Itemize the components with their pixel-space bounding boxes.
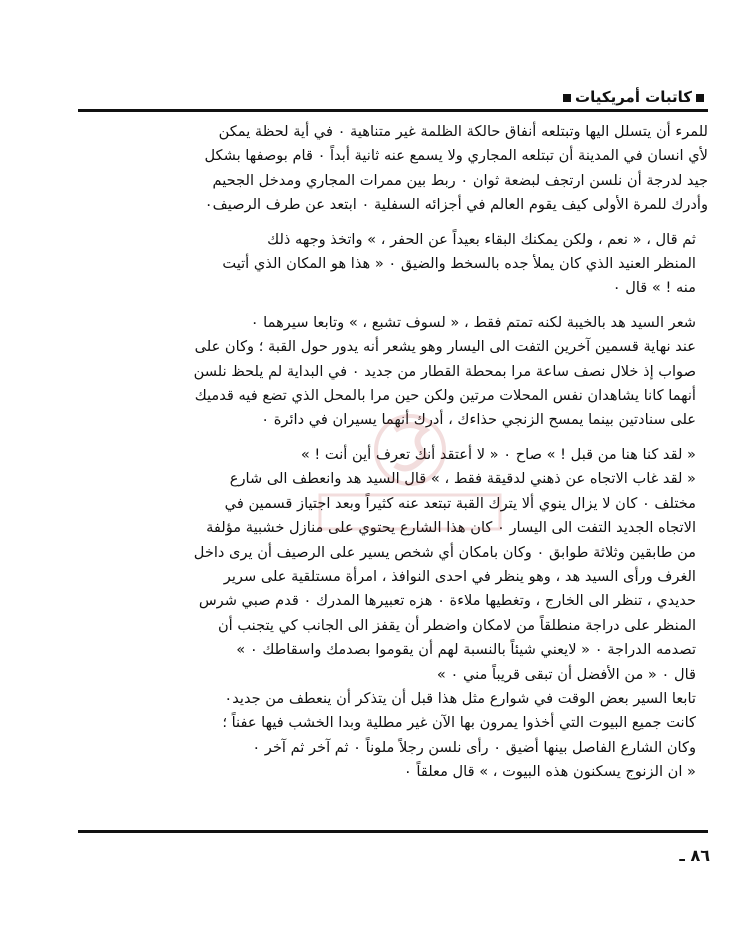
text-line: أنهما كانا يشاهدان نفس المحلات مرتين ولكن حين مرا بالمحل الذي تضع فيه قدميك <box>194 387 696 405</box>
text-line: جيد لدرجة أن نلسن ارتجف لبضعة ثوان ٠ ربط بين ممرات المجاري ومدخل الجحيم <box>212 171 708 189</box>
header-rule <box>78 109 708 112</box>
text-line: للمرء أن يتسلل اليها وتبتلعه أنفاق حالكة الظلمة غير متناهية ٠ في أية لحظة يمكن <box>218 123 708 140</box>
text-line: « ان الزنوج يسكنون هذه البيوت ، » قال معلقاً ٠ <box>403 763 696 781</box>
text-line: على سنادتين بينما يمسح الزنجي حذاءك ، أدرك أنهما يسيران في دائرة ٠ <box>261 411 696 429</box>
paragraph <box>80 443 708 467</box>
text-line: وكان الشارع الفاصل بينها أضيق ٠ رأى نلسن رجلاً ملوناً ٠ ثم آخر ثم آخر ٠ <box>252 738 696 756</box>
paragraph <box>80 228 708 301</box>
paragraph <box>80 687 708 785</box>
text-line: عند نهاية قسمين آخرين التفت الى اليسار وهو يشعر أنه يدور حول القبة ؛ وكان على <box>194 338 696 356</box>
text-line: « لقد غاب الاتجاه عن ذهني لدقيقة فقط ، » قال السيد هد وانعطف الى شارع <box>229 470 696 488</box>
paragraph <box>80 311 708 433</box>
text-line: المنظر على دراجة منطلقاً من لامكان واضطر أن يقفز الى الجانب كي يتجنب أن <box>217 616 696 634</box>
paragraph <box>80 120 708 218</box>
text-line: لأي انسان في المدينة أن تبتلعه المجاري ولا يسمع عنه ثانية أبداً ٠ قام بوصفها بشكل <box>204 147 708 165</box>
paragraph <box>80 467 708 687</box>
text-line: قال ٠ « من الأفضل أن تبقى قريباً مني ٠ » <box>436 665 696 683</box>
square-bullet-icon <box>696 94 704 102</box>
text-line: منه ! » قال ٠ <box>612 279 696 297</box>
text-line: المنظر العنيد الذي كان يملأ جده بالسخط والضيق ٠ « هذا هو المكان الذي أتيت <box>222 255 696 273</box>
text-line: شعر السيد هد بالخيبة لكنه تمتم فقط ، « لسوف تشبع ، » وتابعا سيرهما ٠ <box>250 313 696 331</box>
footer-rule <box>78 830 708 833</box>
text-line: من طابقين وثلاثة طوابق ٠ وكان بامكان أي شخص يسير على الرصيف أن يرى داخل <box>193 543 696 561</box>
page-number: ٨٦ ـ <box>679 846 710 865</box>
header-title-text: كاتبات أمريكيات <box>575 88 692 106</box>
text-line: الغرف ورأى السيد هد ، وهو ينظر في احدى النوافذ ، امرأة مستلقية على سرير <box>223 567 696 585</box>
text-line: صواب إذ خلال نصف ساعة مرا بمحطة القطار من جديد ٠ في البداية لم يلحظ نلسن <box>193 362 696 380</box>
square-bullet-icon <box>563 94 571 102</box>
text-line: تصدمه الدراجة ٠ « لايعني شيئاً بالنسبة لهم أن يقوموا بصدمك واسقاطك ٠ » <box>236 641 696 659</box>
running-header-title <box>553 88 708 106</box>
text-line: « لقد كنا هنا من قبل ! » صاح ٠ « لا أعتقد أنك تعرف أين أنت ! » <box>300 445 696 463</box>
text-line: تابعا السير بعض الوقت في شوارع مثل هذا قبل أن يتذكر أن ينعطف من جديد٠ <box>224 689 696 707</box>
running-header <box>78 88 708 112</box>
text-line: الاتجاه الجديد التفت الى اليسار ٠ كان هذا الشارع يحتوي على منازل خشبية مؤلفة <box>206 519 696 537</box>
text-line: مختلف ٠ كان لا يزال ينوي ألا يترك القبة تبتعد عنه كثيراً وبعد اجتياز قسمين في <box>224 494 696 512</box>
text-line: كانت جميع البيوت التي أخذوا يمرون بها الآن غير مطلية وبدا الخشب فيها عفناً ؛ <box>222 714 696 732</box>
text-line: وأدرك للمرة الأولى كيف يقوم العالم في أجزائه السفلية ٠ ابتعد عن طرف الرصيف٠ <box>204 196 708 214</box>
text-line: ثم قال ، « نعم ، ولكن يمكنك البقاء بعيداً عن الحفر ، » واتخذ وجهه ذلك <box>267 230 696 248</box>
body-text <box>80 120 708 785</box>
text-line: حديدي ، تنظر الى الخارج ، وتغطيها ملاءة ٠ هزه تعبيرها المدرك ٠ قدم صبي شرس <box>198 592 696 610</box>
